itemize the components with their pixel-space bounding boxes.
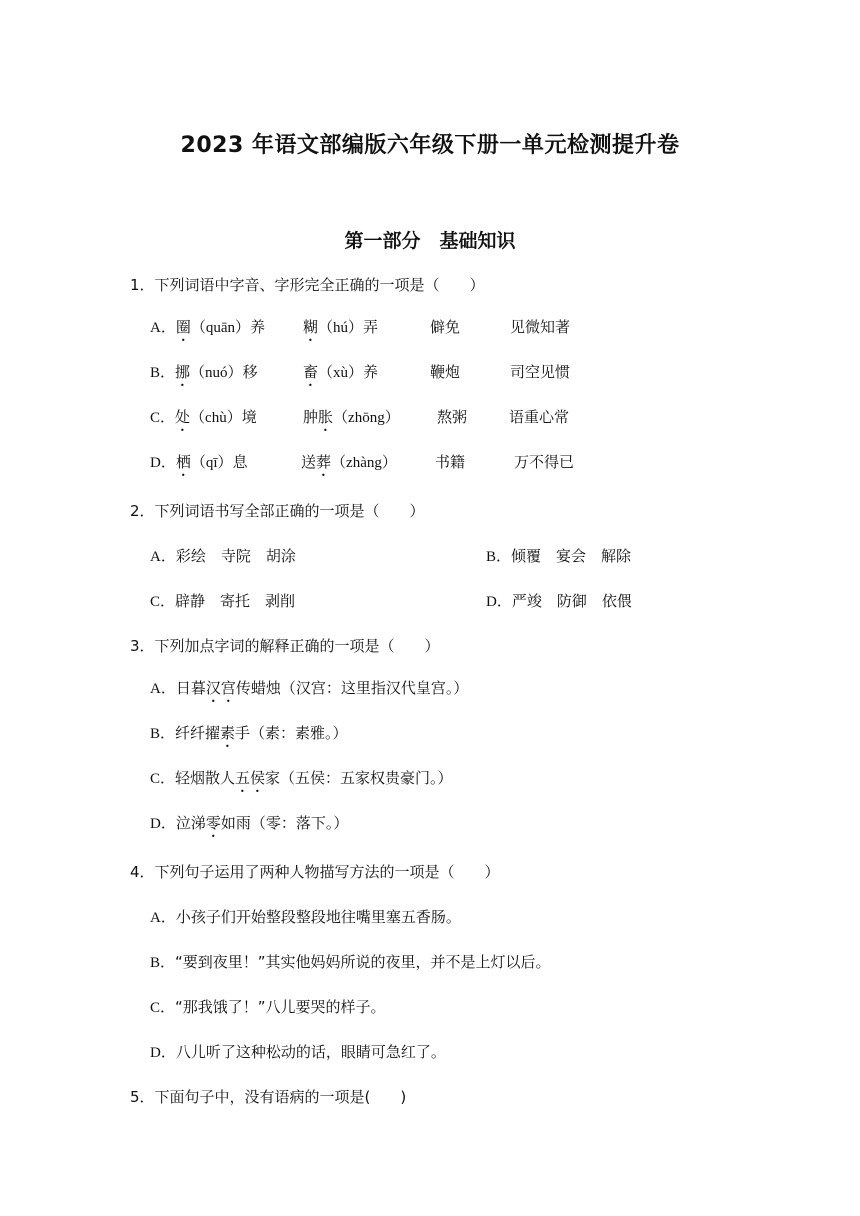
section-heading: 第一部分 基础知识 (344, 230, 516, 252)
q1-option-d-word2: 送葬（zhàng） (301, 453, 397, 471)
q1-option-d: D．栖（qī）息 (150, 453, 248, 471)
q2-option-b: B．倾覆 宴会 解除 (486, 547, 632, 565)
q4-option-c: C．“那我饿了！”八儿要哭的样子。 (150, 998, 386, 1016)
question-5-stem: 5．下面句子中，没有语病的一项是( ) (130, 1088, 407, 1106)
option-label: C． (150, 594, 176, 610)
question-3-stem: 3．下列加点字词的解释正确的一项是（ ） (130, 637, 440, 655)
dotted-char: 葬 (316, 453, 332, 471)
option-label: B． (486, 549, 512, 565)
dotted-char: 处 (175, 408, 191, 426)
dotted-char: 糊 (303, 318, 319, 336)
dotted-char: 栖 (175, 453, 191, 471)
q1-option-b: B．挪（nuó）移 (150, 363, 258, 381)
q1-option-d-word4: 万不得已 (514, 453, 575, 471)
q1-option-a-word2: 糊（hú）弄 (303, 318, 379, 336)
question-1-stem: 1．下列词语中字音、字形完全正确的一项是（ ） (130, 276, 485, 294)
dotted-char: 畜 (303, 363, 319, 381)
q1-option-c-word3: 熬粥 (437, 408, 468, 426)
pinyin: hú (333, 320, 349, 336)
q1-option-c-word2: 肿胀（zhōng） (303, 408, 400, 426)
dotted-char: 圈 (175, 318, 191, 336)
pinyin: xù (333, 365, 349, 381)
q1-option-c: C．处（chù）境 (150, 408, 257, 426)
dotted-word: 素 (220, 724, 236, 742)
q2-option-c: C．辟静 寄托 剥削 (150, 592, 296, 610)
option-label: A． (150, 910, 176, 926)
q2-option-a: A．彩绘 寺院 胡涂 (150, 547, 296, 565)
q3-option-d: D．泣涕零如雨（零：落下。） (150, 814, 349, 832)
dotted-char: 胀 (318, 408, 334, 426)
q1-option-b-word4: 司空见惯 (510, 363, 571, 381)
q1-option-c-word4: 语重心常 (509, 408, 570, 426)
q4-option-d: D．八儿听了这种松动的话，眼睛可急红了。 (150, 1043, 446, 1061)
question-4-stem: 4．下列句子运用了两种人物描写方法的一项是（ ） (130, 863, 500, 881)
pinyin: zhàng (346, 455, 382, 471)
q3-option-a: A．日暮汉宫传蜡烛（汉宫：这里指汉代皇宫。） (150, 679, 469, 697)
pinyin: zhōng (348, 410, 385, 426)
q3-option-b: B．纤纤擢素手（素：素雅。） (150, 724, 348, 742)
q3-option-c: C．轻烟散人五侯家（五侯：五家权贵豪门。） (150, 769, 453, 787)
option-label: C． (150, 410, 176, 426)
pinyin: nuó (205, 365, 228, 381)
dotted-char: 挪 (175, 363, 191, 381)
option-label: A． (150, 681, 176, 697)
q4-option-a: A．小孩子们开始整段整段地往嘴里塞五香肠。 (150, 908, 461, 926)
q1-option-d-word3: 书籍 (435, 453, 466, 471)
q2-option-d: D．严竣 防御 依偎 (486, 592, 632, 610)
option-label: B． (150, 955, 176, 971)
option-label: C． (150, 771, 176, 787)
q4-option-b: B．“要到夜里！”其实他妈妈所说的夜里，并不是上灯以后。 (150, 953, 551, 971)
option-label: D． (150, 816, 176, 832)
option-label: B． (150, 726, 176, 742)
q1-option-b-word2: 畜（xù）养 (303, 363, 379, 381)
option-label: D． (150, 1045, 176, 1061)
option-label: D． (486, 594, 512, 610)
pinyin: quān (205, 320, 236, 336)
dotted-word: 零 (205, 814, 221, 832)
pinyin: chù (205, 410, 227, 426)
pinyin: qī (205, 455, 218, 471)
option-label: B． (150, 365, 176, 381)
option-label: D． (150, 455, 176, 471)
option-label: A． (150, 549, 176, 565)
q1-option-b-word3: 鞭炮 (430, 363, 461, 381)
q1-option-a-word4: 见微知著 (510, 318, 571, 336)
option-label: C． (150, 1000, 176, 1016)
question-2-stem: 2．下列词语书写全部正确的一项是（ ） (130, 502, 425, 520)
dotted-word: 汉宫 (205, 679, 236, 697)
q1-option-a-word3: 僻免 (430, 318, 461, 336)
document-title: 2023 年语文部编版六年级下册一单元检测提升卷 (180, 133, 680, 158)
q1-option-a: A．圈（quān）养 (150, 318, 266, 336)
dotted-word: 五侯 (235, 769, 266, 787)
option-label: A． (150, 320, 176, 336)
